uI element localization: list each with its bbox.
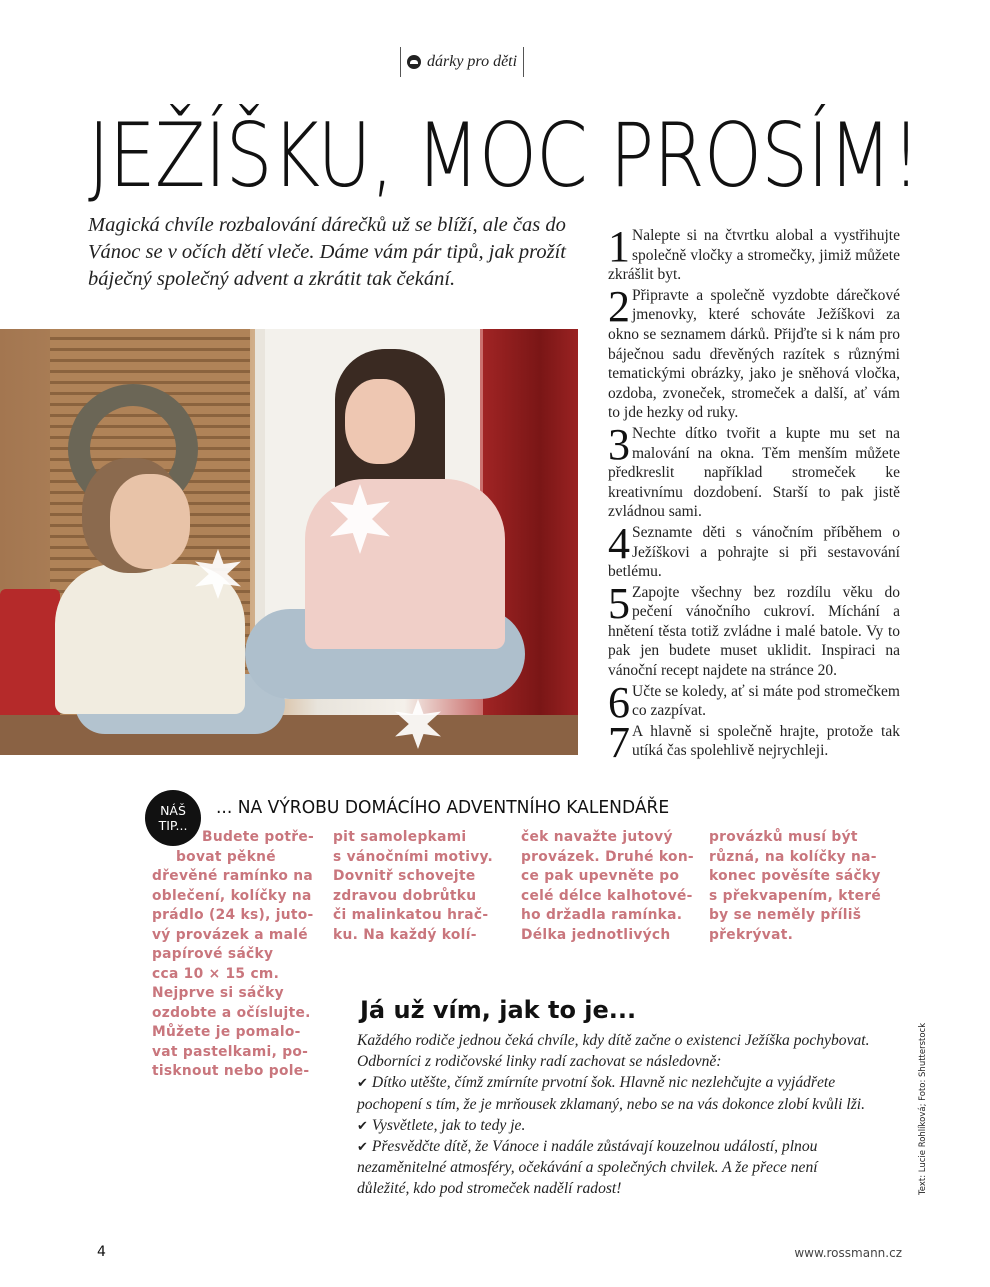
bullet-item <box>357 1115 897 1136</box>
checkmark-icon: ✔ <box>357 1139 368 1155</box>
step-text: Nalepte si na čtvrtku alobal a vystřihujte společně vločky a stromečky, jimiž můžete zkrášlit byt. <box>608 227 900 284</box>
tip-line: vat pastelkami, po- <box>152 1043 309 1060</box>
tip-badge-line1: NÁŠ <box>160 803 186 818</box>
tip-line: Dovnitř schovejte <box>333 868 476 884</box>
step-text: Seznamte děti s vánočním příběhem o Ježíškovi a pohrajte si při sestavování betlému. <box>608 523 900 581</box>
tip-item <box>608 717 900 767</box>
tip-column-3 <box>521 828 694 945</box>
bullet-item <box>357 1136 897 1157</box>
step-number: 3 <box>608 419 630 469</box>
tip-title: ... NA VÝROBU DOMÁCÍHO ADVENTNÍHO KALENDÁŘE <box>216 797 670 818</box>
tip-item <box>608 518 900 582</box>
tip-line: či malinkatou hrač- <box>333 907 489 923</box>
tip-line: ce pak upevněte po <box>521 868 680 884</box>
tip-line: Můžete je pomalo- <box>152 1024 301 1040</box>
section-label: dárky pro děti <box>427 53 518 70</box>
bullet-item <box>357 1072 897 1093</box>
photo-credit: Text: Lucie Rohlíková; Foto: Shutterstock <box>918 1022 928 1195</box>
step-text: A hlavně si společně hrajte, protože tak utíká čas spolehlivě nejrychleji. <box>632 722 900 760</box>
sidebar-body <box>357 1030 897 1200</box>
tips-list <box>608 222 900 767</box>
step-number: 6 <box>608 677 630 727</box>
step-number: 4 <box>608 518 630 568</box>
tip-column-1 <box>152 828 314 1082</box>
tip-line: ku. Na každý kolí- <box>333 926 477 943</box>
tip-line: s překvapením, které <box>709 887 882 904</box>
lead-paragraph: Magická chvíle rozbalování dárečků už se blíží, ale čas do Vánoc se v očích dětí vleče. Dáme vám pár tipů, jak prožít báječný společný advent a zkrátit tak čekání. <box>88 214 567 290</box>
tip-badge-line2: TIP... <box>158 818 188 833</box>
page-number: 4 <box>97 1244 106 1260</box>
tip-line: by se neměly příliš <box>709 907 862 923</box>
tip-column-4 <box>709 828 881 945</box>
tip-line: Nejprve si sáčky <box>152 985 284 1001</box>
tip-line: dřevěné ramínko na <box>152 868 314 884</box>
step-text: Připravte a společně vyzdobte dárečkové jmenovky, které schováte Ježíškovi za okno se seznamem dárků. Přijďte si k nám pro báječnou sadu dřevěných razítek s různými tematickými obrázky, jako je sněhová vločka, ozdoba, zvoneček, stromeček a další, ať vám to jde hezky od ruky. <box>608 286 900 422</box>
tip-line: bovat pěkné <box>176 848 276 865</box>
bullet-text: Dítko utěšte, čímž zmírníte prvotní šok. Hlavně nic nezlehčujte a vyjádřete <box>371 1074 836 1092</box>
tip-item <box>608 677 900 727</box>
step-text: Zapojte všechny bez rozdílu věku do pečení vánočního cukroví. Míchání a hnětení těsta totiž zvládne i malé batole. Vy to pak jen budete muset uklidit. Inspiraci na vánoční recept najdete na stránce 20. <box>608 583 900 680</box>
bullet-text: Přesvědčte dítě, že Vánoce i nadále zůstávají kouzelnou událostí, plnou <box>371 1138 818 1156</box>
tip-line: oblečení, kolíčky na <box>152 887 312 904</box>
tip-item <box>608 222 900 285</box>
page-title: JEŽÍŠKU, MOC PROSÍM! <box>88 104 920 207</box>
sidebar-heading: Já už vím, jak to je... <box>360 996 637 1024</box>
tip-item <box>608 419 900 522</box>
rossmann-logo-icon <box>407 55 421 69</box>
tip-line: s vánočními motivy. <box>333 848 494 865</box>
body-line: Každého rodiče jednou čeká chvíle, kdy dítě začne o existenci Ježíška pochybovat. <box>357 1032 870 1049</box>
tip-line: zdravou dobrůtku <box>333 887 477 904</box>
tip-line: papírové sáčky <box>152 946 274 962</box>
bullet-text: nezaměnitelné atmosféry, očekávání a společných chvilek. A že přece není <box>357 1159 818 1177</box>
girl-figure <box>55 474 255 719</box>
bullet-text: Vysvětlete, jak to tedy je. <box>371 1116 526 1134</box>
step-text: Nechte dítko tvořit a kupte mu set na malování na okna. Těm menším můžete předkreslit například stromeček ke kreativnímu dozdobení. Starší to pak jistě zvládnou sami. <box>608 424 900 521</box>
tip-line: cca 10 × 15 cm. <box>152 965 280 982</box>
tip-line: Budete potře- <box>202 829 315 845</box>
body-line: Odborníci z rodičovské linky radí zachovat se následovně: <box>357 1053 722 1071</box>
tip-line: ozdobte a očíslujte. <box>152 1004 311 1021</box>
tip-line: provázků musí být <box>709 829 858 845</box>
tip-line: tisknout nebo pole- <box>152 1063 310 1079</box>
tip-line: prádlo (24 ks), juto- <box>152 907 314 923</box>
checkmark-icon: ✔ <box>357 1117 368 1133</box>
tip-line: ček navažte jutový <box>521 829 673 845</box>
step-number: 5 <box>608 578 630 628</box>
tip-line: celé délce kalhotové- <box>521 887 693 904</box>
tip-line: překrývat. <box>709 926 794 943</box>
hero-photo <box>0 329 578 755</box>
step-number: 7 <box>608 717 630 767</box>
tip-line: Délka jednotlivých <box>521 926 671 943</box>
bullet-text: důležité, kdo pod stromeček nadělí radost! <box>357 1180 622 1198</box>
section-tag <box>400 47 524 77</box>
tip-line: vý provázek a malé <box>152 926 308 943</box>
woman-figure <box>275 349 535 729</box>
tip-line: konec pověsíte sáčky <box>709 868 881 884</box>
tip-line: pit samolepkami <box>333 829 467 845</box>
checkmark-icon: ✔ <box>357 1075 368 1091</box>
website-link[interactable]: www.rossmann.cz <box>794 1246 902 1260</box>
tip-item <box>608 578 900 681</box>
tip-item <box>608 281 900 423</box>
tip-line: ho držadla ramínka. <box>521 907 683 923</box>
step-number: 1 <box>608 222 630 271</box>
red-pillow <box>0 589 60 729</box>
tip-line: provázek. Druhé kon- <box>521 848 694 865</box>
bullet-text: pochopení s tím, že je mrňousek zklamaný, nebo se na vás dokonce zlobí kvůli lži. <box>357 1095 865 1113</box>
tip-line: různá, na kolíčky na- <box>709 848 877 865</box>
tip-column-2 <box>333 828 493 945</box>
step-text: Učte se koledy, ať si máte pod stromečkem co zazpívat. <box>632 682 900 720</box>
step-number: 2 <box>608 281 630 331</box>
